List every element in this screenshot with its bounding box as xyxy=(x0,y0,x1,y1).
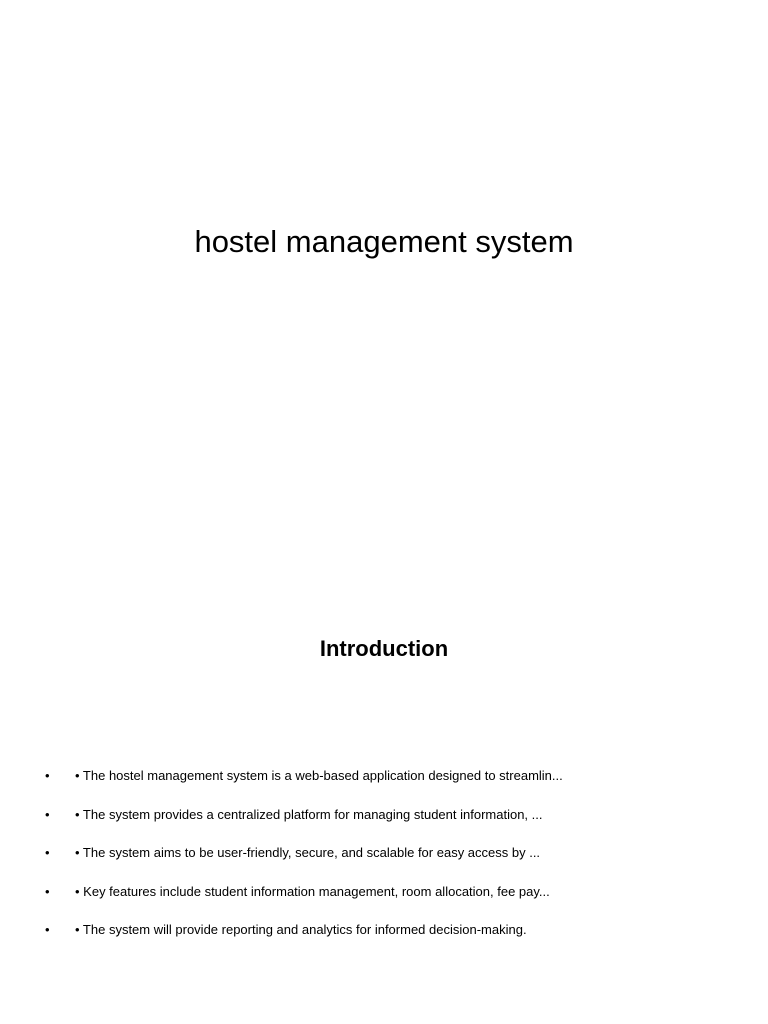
list-item xyxy=(0,881,768,920)
bullet-text: • The system provides a centralized platform for managing student information, ... xyxy=(75,806,543,822)
bullet-text: • The system will provide reporting and analytics for informed decision-making. xyxy=(75,922,527,937)
slide-title: hostel management system xyxy=(194,224,574,259)
bullet-text: • The hostel management system is a web-based application designed to streamlin... xyxy=(75,768,563,783)
bullet-marker: • xyxy=(45,806,50,822)
section-heading: Introduction xyxy=(319,636,449,661)
list-item xyxy=(0,765,768,804)
bullet-marker: • xyxy=(45,883,50,899)
bullet-text: • The system aims to be user-friendly, secure, and scalable for easy access by ... xyxy=(75,845,541,860)
list-item xyxy=(0,842,768,881)
bullet-text: • Key features include student information management, room allocation, fee pay... xyxy=(75,883,550,899)
bullet-marker: • xyxy=(45,768,50,783)
bullet-marker: • xyxy=(45,845,50,860)
bullet-list xyxy=(0,765,768,958)
bullet-marker: • xyxy=(45,922,50,937)
list-item xyxy=(0,804,768,843)
list-item xyxy=(0,919,768,958)
